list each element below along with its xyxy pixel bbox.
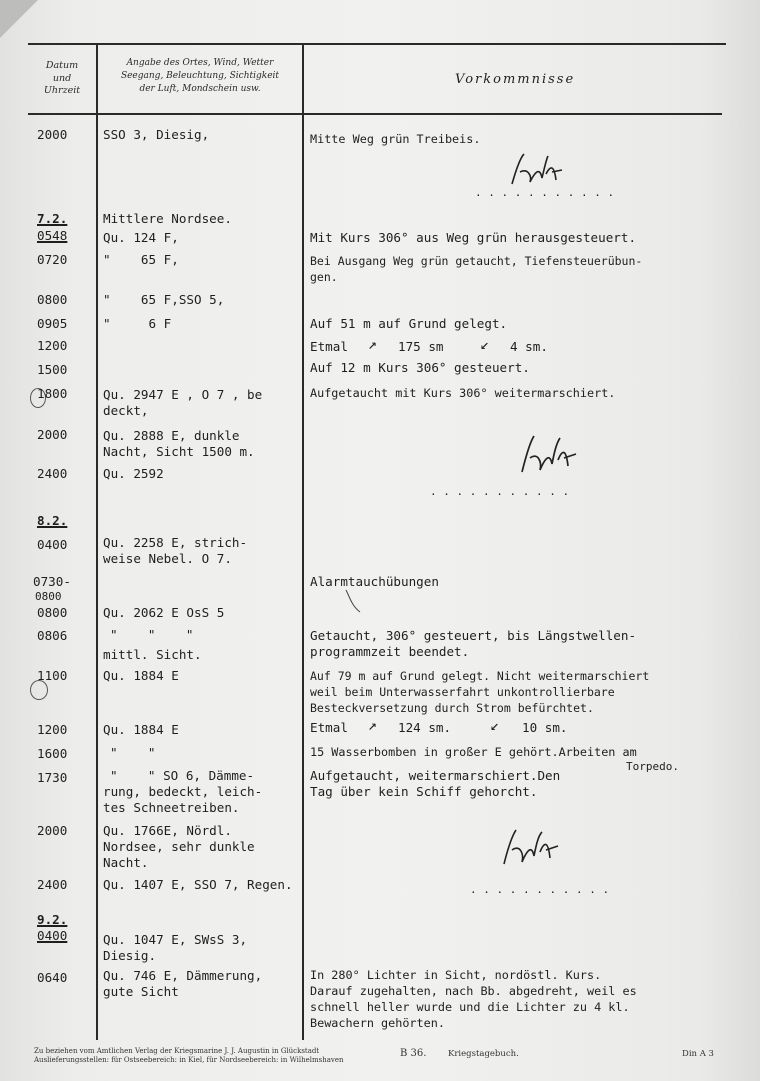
folded-corner xyxy=(0,0,38,38)
place-cell: Nacht, Sicht 1500 m. xyxy=(103,444,255,459)
place-cell: Qu. 1047 E, SWsS 3, xyxy=(103,932,248,947)
place-cell: Mittlere Nordsee. xyxy=(103,211,232,226)
time-cell: 0720 xyxy=(37,252,68,267)
time-cell: 1600 xyxy=(37,746,68,761)
time-cell: 2000 xyxy=(37,823,68,838)
time-cell: 2400 xyxy=(37,466,68,481)
dotted-line: . . . . . . . . . . . xyxy=(470,883,610,896)
place-cell: weise Nebel. O 7. xyxy=(103,551,232,566)
time-cell: 1200 xyxy=(37,338,68,353)
event-cell: 15 Wasserbomben in großer E gehört.Arbeiten am xyxy=(310,745,637,759)
time-cell: 0400 xyxy=(37,537,68,552)
pen-stroke xyxy=(344,588,364,616)
event-cell: gen. xyxy=(310,270,338,284)
header-vorkommnisse: Vorkommnisse xyxy=(455,72,576,87)
event-cell: Tag über kein Schiff gehorcht. xyxy=(310,784,538,799)
place-cell: " " SO 6, Dämme- xyxy=(110,768,255,783)
place-cell: rung, bedeckt, leich- xyxy=(103,784,263,799)
footer-form-title: Kriegstagebuch. xyxy=(448,1049,519,1059)
place-cell: " 65 F,SSO 5, xyxy=(103,292,225,307)
date-marker: 8.2. xyxy=(37,513,68,528)
place-cell: gute Sicht xyxy=(103,984,179,999)
header-top-rule xyxy=(28,43,726,45)
place-cell: Qu. 124 F, xyxy=(103,230,179,245)
event-cell: programmzeit beendet. xyxy=(310,644,470,659)
time-cell: 0400 xyxy=(37,928,68,943)
time-cell: 1800 xyxy=(37,386,68,401)
place-cell: Nordsee, sehr dunkle xyxy=(103,839,255,854)
place-cell: Qu. 2947 E , O 7 , be xyxy=(103,387,263,402)
event-cell: weil beim Unterwasserfahrt unkontrollierbare xyxy=(310,685,615,699)
dotted-line: . . . . . . . . . . . xyxy=(475,186,615,199)
event-cell: 4 sm. xyxy=(510,339,548,354)
time-cell: 0800 xyxy=(37,292,68,307)
place-cell: Qu. 2258 E, strich- xyxy=(103,535,248,550)
time-cell: 1500 xyxy=(37,362,68,377)
header-datum: Datum und Uhrzeit xyxy=(43,60,81,96)
event-cell: Aufgetaucht, weitermarschiert.Den xyxy=(310,768,561,783)
place-cell: Nacht. xyxy=(103,855,149,870)
place-cell: " " " xyxy=(110,627,194,642)
event-cell: In 280° Lichter in Sicht, nordöstl. Kurs. xyxy=(310,968,602,982)
signature xyxy=(506,150,566,190)
footer-paper-size: Din A 3 xyxy=(682,1049,714,1059)
event-cell: Besteckversetzung durch Strom befürchtet. xyxy=(310,701,594,715)
time-cell: 2000 xyxy=(37,127,68,142)
column-rule-2 xyxy=(302,45,304,1040)
event-cell: Auf 12 m Kurs 306° gesteuert. xyxy=(310,360,530,375)
arrow-down-left-icon: ↙ xyxy=(490,716,500,734)
time-cell: 0800 xyxy=(37,605,68,620)
arrow-up-right-icon: ↗ xyxy=(368,335,378,353)
event-cell: Mit Kurs 306° aus Weg grün herausgesteuert. xyxy=(310,230,637,245)
header-angabe: Angabe des Ortes, Wind, Wetter Seegang, Beleuchtung, Sichtigkeit der Luft, Mondschein usw. xyxy=(120,58,280,94)
time-cell: 1730 xyxy=(37,770,68,785)
signature xyxy=(514,432,580,478)
footer-publisher: Zu beziehen vom Amtlichen Verlag der Kriegsmarine J. J. Augustin in Glückstadt Auslieferungsstellen: für Ostseebereich: in Kiel, für Nordseebereich: in Wilhelmshaven xyxy=(34,1047,344,1064)
event-cell: Etmal xyxy=(310,339,348,354)
event-cell: 175 sm xyxy=(398,339,444,354)
time-cell: 0806 xyxy=(37,628,68,643)
place-cell: Qu. 746 E, Dämmerung, xyxy=(103,968,263,983)
time-cell: 0905 xyxy=(37,316,68,331)
event-cell: Torpedo. xyxy=(626,760,679,773)
time-cell: 0640 xyxy=(37,970,68,985)
place-cell: Qu. 1884 E xyxy=(103,668,179,683)
time-cell: 0800 xyxy=(35,590,62,603)
event-cell: Bewachern gehörten. xyxy=(310,1016,445,1030)
date-marker: 7.2. xyxy=(37,211,68,226)
signature xyxy=(498,826,560,870)
time-cell: 0730- xyxy=(33,574,71,589)
place-cell: Qu. 2592 xyxy=(103,466,164,481)
place-cell: mittl. Sicht. xyxy=(103,647,202,662)
event-cell: Auf 51 m auf Grund gelegt. xyxy=(310,316,508,331)
place-cell: Diesig. xyxy=(103,948,157,963)
time-cell: 1200 xyxy=(37,722,68,737)
time-cell: 0548 xyxy=(37,228,68,243)
event-cell: 10 sm. xyxy=(522,720,568,735)
time-cell: 2000 xyxy=(37,427,68,442)
event-cell: Alarmtauchübungen xyxy=(310,574,439,589)
event-cell: Auf 79 m auf Grund gelegt. Nicht weitermarschiert xyxy=(310,669,650,683)
event-cell: 124 sm. xyxy=(398,720,452,735)
arrow-up-right-icon: ↗ xyxy=(368,716,378,734)
date-marker: 9.2. xyxy=(37,912,68,927)
event-cell: Mitte Weg grün Treibeis. xyxy=(310,132,481,146)
event-cell: Etmal xyxy=(310,720,348,735)
place-cell: Qu. 1884 E xyxy=(103,722,179,737)
place-cell: SSO 3, Diesig, xyxy=(103,127,210,142)
place-cell: " " xyxy=(110,745,156,760)
arrow-down-left-icon: ↙ xyxy=(480,335,490,353)
place-cell: Qu. 1407 E, SSO 7, Regen. xyxy=(103,877,293,892)
place-cell: " 6 F xyxy=(103,316,172,331)
event-cell: Aufgetaucht mit Kurs 306° weitermarschiert. xyxy=(310,386,616,400)
place-cell: " 65 F, xyxy=(103,252,179,267)
place-cell: tes Schneetreiben. xyxy=(103,800,240,815)
event-cell: Darauf zugehalten, nach Bb. abgedreht, weil es xyxy=(310,984,637,998)
time-cell: 2400 xyxy=(37,877,68,892)
time-cell: 1100 xyxy=(37,668,68,683)
place-cell: deckt, xyxy=(103,403,149,418)
place-cell: Qu. 2888 E, dunkle xyxy=(103,428,240,443)
header-bottom-rule xyxy=(28,113,722,115)
place-cell: Qu. 1766E, Nördl. xyxy=(103,823,232,838)
place-cell: Qu. 2062 E OsS 5 xyxy=(103,605,225,620)
column-rule-1 xyxy=(96,45,98,1040)
footer-form-number: B 36. xyxy=(400,1048,427,1059)
event-cell: Bei Ausgang Weg grün getaucht, Tiefensteuerübun- xyxy=(310,254,643,268)
dotted-line: . . . . . . . . . . . xyxy=(430,485,570,498)
event-cell: schnell heller wurde und die Lichter zu 4 kl. xyxy=(310,1000,630,1014)
event-cell: Getaucht, 306° gesteuert, bis Längstwellen- xyxy=(310,628,637,643)
